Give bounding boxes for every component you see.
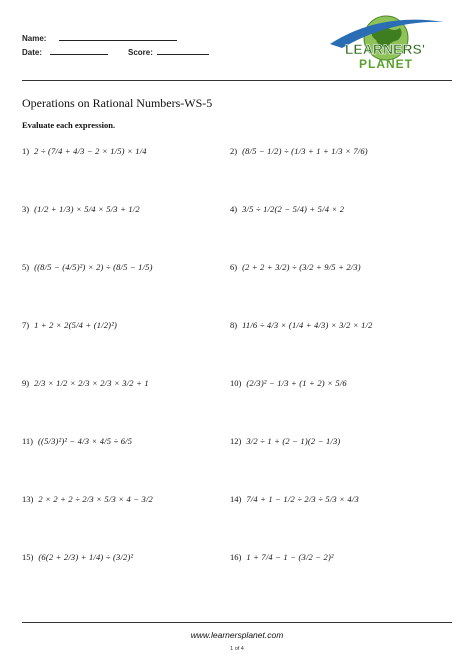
problem-expression: (6(2 + 2/3) + 1/4) ÷ (3/2)² [38, 552, 134, 562]
problem-7 [22, 320, 117, 330]
problem-expression: (8/5 − 1/2) ÷ (1/3 + 1 + 1/3 × 7/6) [242, 146, 368, 156]
problem-number: 5) [22, 262, 30, 272]
problem-11 [22, 436, 132, 446]
problem-expression: (2 + 2 + 3/2) ÷ (3/2 + 9/5 + 2/3) [242, 262, 361, 272]
problem-expression: 2 × 2 + 2 ÷ 2/3 × 5/3 × 4 − 3/2 [38, 494, 153, 504]
problem-expression: 11/6 ÷ 4/3 × (1/4 + 4/3) × 3/2 × 1/2 [242, 320, 373, 330]
problem-9 [22, 378, 149, 388]
problem-10 [230, 378, 347, 388]
problem-number: 13) [22, 494, 34, 504]
problem-expression: 2 ÷ (7/4 + 4/3 − 2 × 1/5) × 1/4 [34, 146, 147, 156]
problem-number: 11) [22, 436, 34, 446]
problem-number: 6) [230, 262, 238, 272]
score-blank[interactable] [157, 46, 209, 55]
problem-4 [230, 204, 344, 214]
problem-expression: 2/3 × 1/2 × 2/3 × 2/3 × 3/2 + 1 [34, 378, 149, 388]
problem-expression: 3/2 ÷ 1 + (2 − 1)(2 − 1/3) [246, 436, 341, 446]
logo-line2: PLANET [359, 57, 413, 71]
problem-expression: 1 + 7/4 − 1 − (3/2 − 2)² [246, 552, 334, 562]
problem-number: 10) [230, 378, 242, 388]
score-label: Score: [128, 48, 153, 57]
problem-5 [22, 262, 153, 272]
worksheet-title: Operations on Rational Numbers-WS-5 [22, 96, 213, 110]
date-blank[interactable] [50, 46, 108, 55]
problem-number: 14) [230, 494, 242, 504]
problem-8 [230, 320, 373, 330]
score-field [128, 46, 209, 57]
logo-line1: LEARNERS' [344, 41, 426, 57]
problem-3 [22, 204, 140, 214]
problem-expression: ((8/5 − (4/5)²) × 2) ÷ (8/5 − 1/5) [34, 262, 153, 272]
problem-number: 7) [22, 320, 30, 330]
problem-13 [22, 494, 153, 504]
footer-url[interactable]: www.learnersplanet.com [190, 630, 284, 640]
header-divider [22, 80, 452, 81]
problem-14 [230, 494, 359, 504]
problem-1 [22, 146, 147, 156]
learners-planet-logo [320, 8, 450, 74]
problem-number: 3) [22, 204, 30, 214]
problem-number: 8) [230, 320, 238, 330]
problem-number: 4) [230, 204, 238, 214]
problem-number: 15) [22, 552, 34, 562]
date-label: Date: [22, 48, 43, 57]
problem-6 [230, 262, 361, 272]
problem-15 [22, 552, 133, 562]
name-label: Name: [22, 34, 47, 43]
problem-number: 1) [22, 146, 30, 156]
page-number: 1 of 4 [230, 646, 244, 652]
name-field [22, 32, 177, 43]
problem-2 [230, 146, 368, 156]
problem-expression: 7/4 + 1 − 1/2 ÷ 2/3 ÷ 5/3 × 4/3 [246, 494, 359, 504]
problem-expression: (2/3)² − 1/3 + (1 + 2) × 5/6 [246, 378, 347, 388]
footer-divider [22, 622, 452, 623]
problem-12 [230, 436, 340, 446]
problem-number: 12) [230, 436, 242, 446]
problem-number: 16) [230, 552, 242, 562]
problem-expression: 3/5 ÷ 1/2(2 − 5/4) + 5/4 × 2 [242, 204, 345, 214]
problem-number: 9) [22, 378, 30, 388]
name-blank[interactable] [59, 32, 177, 41]
problem-expression: ((5/3)²)² − 4/3 × 4/5 ÷ 6/5 [38, 436, 133, 446]
problem-16 [230, 552, 334, 562]
problem-number: 2) [230, 146, 238, 156]
date-field [22, 46, 108, 57]
problem-expression: (1/2 + 1/3) × 5/4 × 5/3 + 1/2 [34, 204, 140, 214]
instructions: Evaluate each expression. [22, 120, 116, 130]
problem-expression: 1 + 2 × 2(5/4 + (1/2)²) [34, 320, 117, 330]
